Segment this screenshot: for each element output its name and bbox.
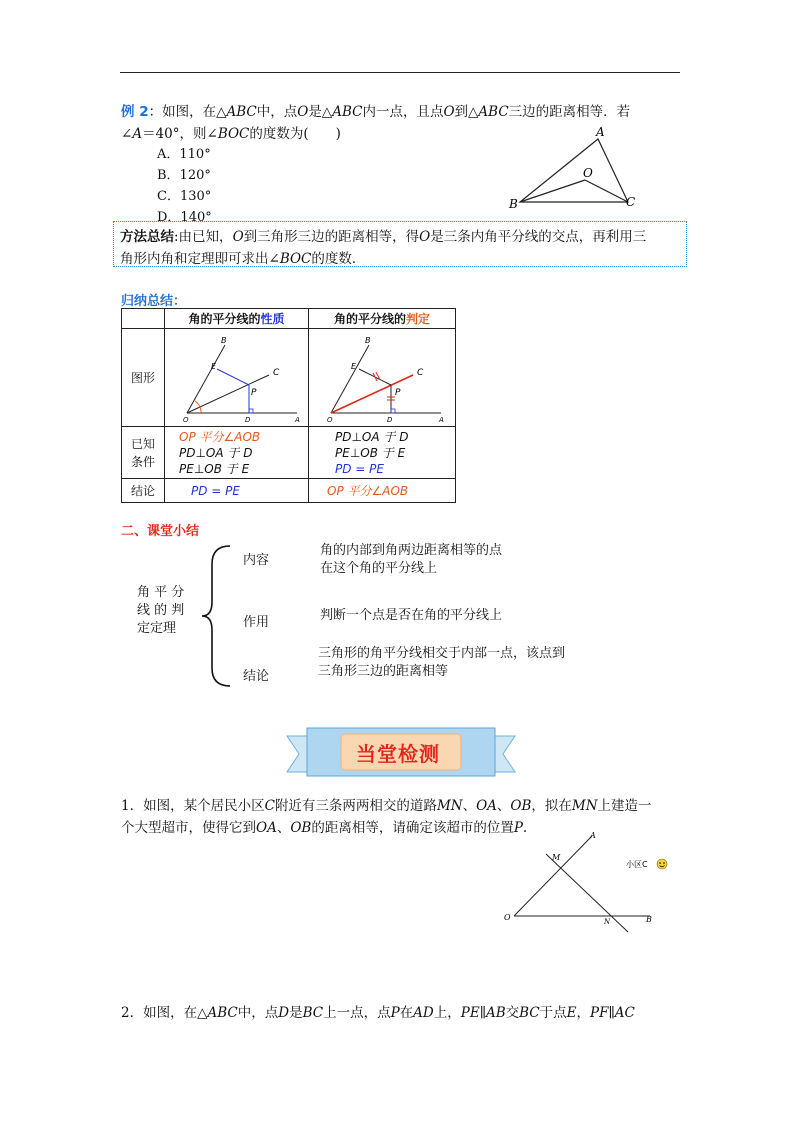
svg-text:P: P bbox=[251, 388, 257, 398]
property-figure bbox=[165, 329, 308, 423]
label-c: C bbox=[626, 195, 636, 209]
option-c[interactable]: C．130° bbox=[157, 189, 212, 204]
svg-text:P: P bbox=[395, 388, 401, 398]
mindmap-text-conclusion: 三角形的角平分线相交于内部一点，该点到 三角形三边的距离相等 bbox=[318, 646, 566, 679]
q1-roads-figure bbox=[500, 828, 680, 938]
row-known-label: 已知 条件 bbox=[122, 427, 165, 479]
judgement-conditions: PD⊥OA 于 D PE⊥OB 于 E PD = PE bbox=[309, 427, 456, 479]
svg-text:O: O bbox=[183, 416, 189, 423]
svg-text:D: D bbox=[387, 416, 393, 423]
svg-text:E: E bbox=[351, 362, 357, 371]
svg-text:D: D bbox=[245, 416, 251, 423]
curly-brace-icon bbox=[198, 544, 238, 688]
mindmap-label-content: 内容 bbox=[243, 553, 270, 568]
judgement-figure bbox=[309, 329, 455, 423]
mindmap-text-content: 角的内部到角两边距离相等的点 在这个角的平分线上 bbox=[320, 543, 503, 576]
svg-text:B: B bbox=[221, 336, 227, 345]
example-label: 例 2 bbox=[121, 104, 149, 120]
smiley-icon bbox=[657, 859, 667, 869]
example2-line1: 例 2：如图，在△ABC中，点O是△ABC内一点，且点O到△ABC三边的距离相等．若 bbox=[121, 104, 631, 120]
option-a[interactable]: A．110° bbox=[157, 147, 211, 162]
judgement-figure-cell bbox=[309, 329, 456, 427]
method-title: 方法总结 bbox=[120, 229, 174, 245]
header-property: 角的平分线的性质 bbox=[165, 309, 309, 329]
svg-text:C: C bbox=[273, 368, 280, 378]
top-rule bbox=[120, 72, 680, 73]
property-figure-cell bbox=[165, 329, 309, 427]
mindmap-label-usage: 作用 bbox=[243, 615, 270, 630]
q1-line2: 个大型超市，使得它到OA、OB的距离相等，请确定该超市的位置P. bbox=[121, 820, 528, 836]
triangle-abc bbox=[520, 139, 628, 202]
q2-line1: 2．如图，在△ABC中，点D是BC上一点，点P在AD上，PE∥AB交BC于点E，PF∥AC bbox=[121, 1005, 635, 1021]
method-line1: 方法总结:由已知，O到三角形三边的距离相等，得O是三条内角平分线的交点，再利用三 bbox=[120, 229, 647, 245]
svg-text:B: B bbox=[365, 336, 371, 345]
triangle-abc-figure bbox=[505, 122, 655, 214]
svg-text:A: A bbox=[439, 416, 444, 423]
header-judgement: 角的平分线的判定 bbox=[309, 309, 456, 329]
judgement-conclusion: OP 平分∠AOB bbox=[309, 479, 456, 503]
option-b[interactable]: B．120° bbox=[157, 168, 211, 183]
mindmap-text-usage: 判断一个点是否在角的平分线上 bbox=[320, 608, 503, 623]
method-line2: 角形内角和定理即可求出∠BOC的度数． bbox=[120, 251, 366, 267]
property-conditions: OP 平分∠AOB PD⊥OA 于 D PE⊥OB 于 E bbox=[165, 427, 309, 479]
svg-text:A: A bbox=[295, 416, 300, 423]
section2-title: 二、课堂小结 bbox=[121, 524, 200, 539]
svg-text:O: O bbox=[504, 913, 511, 922]
svg-text:N: N bbox=[604, 918, 611, 926]
svg-text:O: O bbox=[327, 416, 333, 423]
label-o: O bbox=[583, 166, 593, 180]
label-a: A bbox=[596, 125, 605, 139]
example2-line2: ∠A＝40°，则∠BOC的度数为( ) bbox=[121, 126, 341, 142]
community-label: 小区C bbox=[626, 860, 648, 869]
mindmap-root: 角 平 分 线 的 判 定定理 bbox=[137, 585, 185, 636]
property-conclusion: PD = PE bbox=[165, 479, 309, 503]
row-conclusion-label: 结论 bbox=[122, 479, 165, 503]
option-d[interactable]: D．140° bbox=[157, 210, 212, 225]
mindmap-label-conclusion: 结论 bbox=[243, 669, 270, 684]
label-b: B bbox=[509, 197, 518, 211]
svg-text:M: M bbox=[552, 853, 561, 862]
summary-table bbox=[121, 308, 456, 503]
svg-text:B: B bbox=[646, 915, 652, 924]
q1-line1: 1．如图，某个居民小区C附近有三条两两相交的道路MN、OA、OB，拟在MN上建造一 bbox=[121, 798, 652, 814]
summary-title: 归纳总结： bbox=[121, 294, 187, 309]
banner-title: 当堂检测 bbox=[356, 742, 440, 766]
row-figure-label: 图形 bbox=[122, 329, 165, 427]
svg-text:E: E bbox=[211, 362, 217, 371]
svg-text:C: C bbox=[417, 368, 424, 378]
svg-text:A: A bbox=[590, 831, 596, 840]
